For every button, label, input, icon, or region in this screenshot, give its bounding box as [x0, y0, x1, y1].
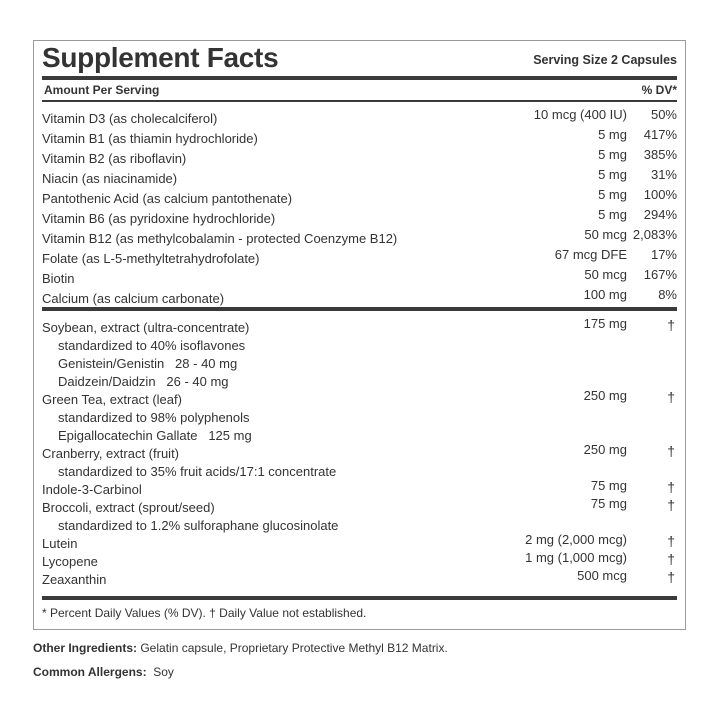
ingredient-amount: 75 mg	[590, 496, 627, 511]
nutrient-name: Vitamin B6 (as pyridoxine hydrochloride)	[42, 211, 276, 226]
nutrient-dv: 167%	[643, 267, 677, 282]
serving-size: Serving Size 2 Capsules	[533, 53, 677, 67]
ingredient-amount: 75 mg	[590, 478, 627, 493]
rule-top	[42, 76, 677, 80]
rule-bottom	[42, 596, 677, 600]
ingredient-row	[42, 532, 677, 552]
nutrient-amount: 50 mcg	[584, 267, 627, 282]
nutrient-dv: 31%	[650, 167, 677, 182]
nutrient-name: Vitamin D3 (as cholecalciferol)	[42, 111, 218, 126]
dagger-icon: †	[667, 479, 675, 495]
nutrient-amount: 5 mg	[598, 147, 627, 162]
footnote: * Percent Daily Values (% DV). † Daily Value not established.	[42, 606, 367, 620]
nutrient-dv: 100%	[643, 187, 677, 202]
nutrient-amount: 5 mg	[598, 207, 627, 222]
ingredient-amount: 175 mg	[583, 316, 627, 331]
other-ingredients-value: Gelatin capsule, Proprietary Protective Methyl B12 Matrix.	[137, 641, 448, 655]
nutrient-name: Biotin	[42, 271, 75, 286]
ingredient-name: Cranberry, extract (fruit)	[42, 446, 180, 461]
other-ingredients-label: Other Ingredients:	[33, 641, 138, 655]
dv-header: % DV*	[641, 83, 677, 97]
dagger-icon: †	[667, 317, 675, 333]
nutrient-name: Pantothenic Acid (as calcium pantothenate)	[42, 191, 293, 206]
nutrient-row	[42, 127, 677, 147]
ingredient-row	[42, 568, 677, 588]
ingredient-row	[42, 442, 677, 462]
rule-mid	[42, 307, 677, 311]
nutrient-amount: 5 mg	[598, 167, 627, 182]
ingredient-amount: 2 mg (2,000 mcg)	[525, 532, 627, 547]
common-allergens	[33, 665, 174, 679]
nutrient-name: Folate (as L-5-methyltetrahydrofolate)	[42, 251, 260, 266]
nutrient-dv: 17%	[650, 247, 677, 262]
dagger-icon: †	[667, 533, 675, 549]
nutrient-dv: 417%	[643, 127, 677, 142]
dagger-icon: †	[667, 389, 675, 405]
nutrient-dv: 50%	[650, 107, 677, 122]
ingredient-name: Zeaxanthin	[42, 572, 107, 587]
ingredient-amount: 250 mg	[583, 388, 627, 403]
common-allergens-value: Soy	[146, 665, 174, 679]
amount-per-serving-label: Amount Per Serving	[44, 83, 160, 97]
nutrient-row	[42, 267, 677, 287]
nutrient-name: Niacin (as niacinamide)	[42, 171, 178, 186]
nutrient-dv: 294%	[643, 207, 677, 222]
dagger-icon: †	[667, 497, 675, 513]
nutrient-amount: 10 mcg (400 IU)	[533, 107, 627, 122]
other-ingredients	[33, 641, 448, 655]
ingredient-subline: Daidzein/Daidzin 26 - 40 mg	[58, 374, 229, 389]
nutrient-amount: 50 mcg	[584, 227, 627, 242]
nutrient-amount: 100 mg	[583, 287, 627, 302]
panel-title: Supplement Facts	[42, 42, 279, 73]
rule-header	[42, 100, 677, 102]
nutrient-name: Vitamin B12 (as methylcobalamin - protected Coenzyme B12)	[42, 231, 398, 246]
ingredient-name: Lycopene	[42, 554, 98, 569]
dagger-icon: †	[667, 443, 675, 459]
ingredient-name: Broccoli, extract (sprout/seed)	[42, 500, 215, 515]
nutrient-name: Vitamin B2 (as riboflavin)	[42, 151, 187, 166]
nutrient-amount: 5 mg	[598, 187, 627, 202]
ingredient-name: Lutein	[42, 536, 78, 551]
ingredient-subline: standardized to 1.2% sulforaphane glucosinolate	[58, 518, 339, 533]
ingredient-row	[42, 478, 677, 498]
ingredient-row	[42, 316, 677, 336]
ingredient-name: Indole-3-Carbinol	[42, 482, 142, 497]
nutrient-row	[42, 287, 677, 307]
common-allergens-label: Common Allergens:	[33, 665, 147, 679]
ingredient-subline: Epigallocatechin Gallate 125 mg	[58, 428, 252, 443]
ingredient-amount: 500 mcg	[577, 568, 627, 583]
ingredient-subline: Genistein/Genistin 28 - 40 mg	[58, 356, 238, 371]
nutrient-row	[42, 187, 677, 207]
supplement-facts-panel	[33, 40, 686, 630]
ingredient-row	[42, 388, 677, 408]
ingredient-row	[42, 496, 677, 516]
ingredient-amount: 250 mg	[583, 442, 627, 457]
nutrient-amount: 67 mcg DFE	[554, 247, 627, 262]
ingredient-row	[42, 550, 677, 570]
nutrient-row	[42, 167, 677, 187]
nutrient-name: Vitamin B1 (as thiamin hydrochloride)	[42, 131, 258, 146]
ingredient-name: Soybean, extract (ultra-concentrate)	[42, 320, 250, 335]
ingredient-name: Green Tea, extract (leaf)	[42, 392, 182, 407]
ingredient-subline: standardized to 35% fruit acids/17:1 concentrate	[58, 464, 337, 479]
nutrient-dv: 8%	[658, 287, 677, 302]
ingredient-subline: standardized to 98% polyphenols	[58, 410, 250, 425]
nutrient-row	[42, 227, 677, 247]
nutrient-row	[42, 107, 677, 127]
nutrient-dv: 2,083%	[632, 227, 677, 242]
nutrient-row	[42, 207, 677, 227]
dagger-icon: †	[667, 551, 675, 567]
nutrient-row	[42, 147, 677, 167]
dagger-icon: †	[667, 569, 675, 585]
nutrient-dv: 385%	[643, 147, 677, 162]
ingredient-amount: 1 mg (1,000 mcg)	[525, 550, 627, 565]
nutrient-amount: 5 mg	[598, 127, 627, 142]
nutrient-name: Calcium (as calcium carbonate)	[42, 291, 225, 306]
nutrient-row	[42, 247, 677, 267]
ingredient-subline: standardized to 40% isoflavones	[58, 338, 246, 353]
